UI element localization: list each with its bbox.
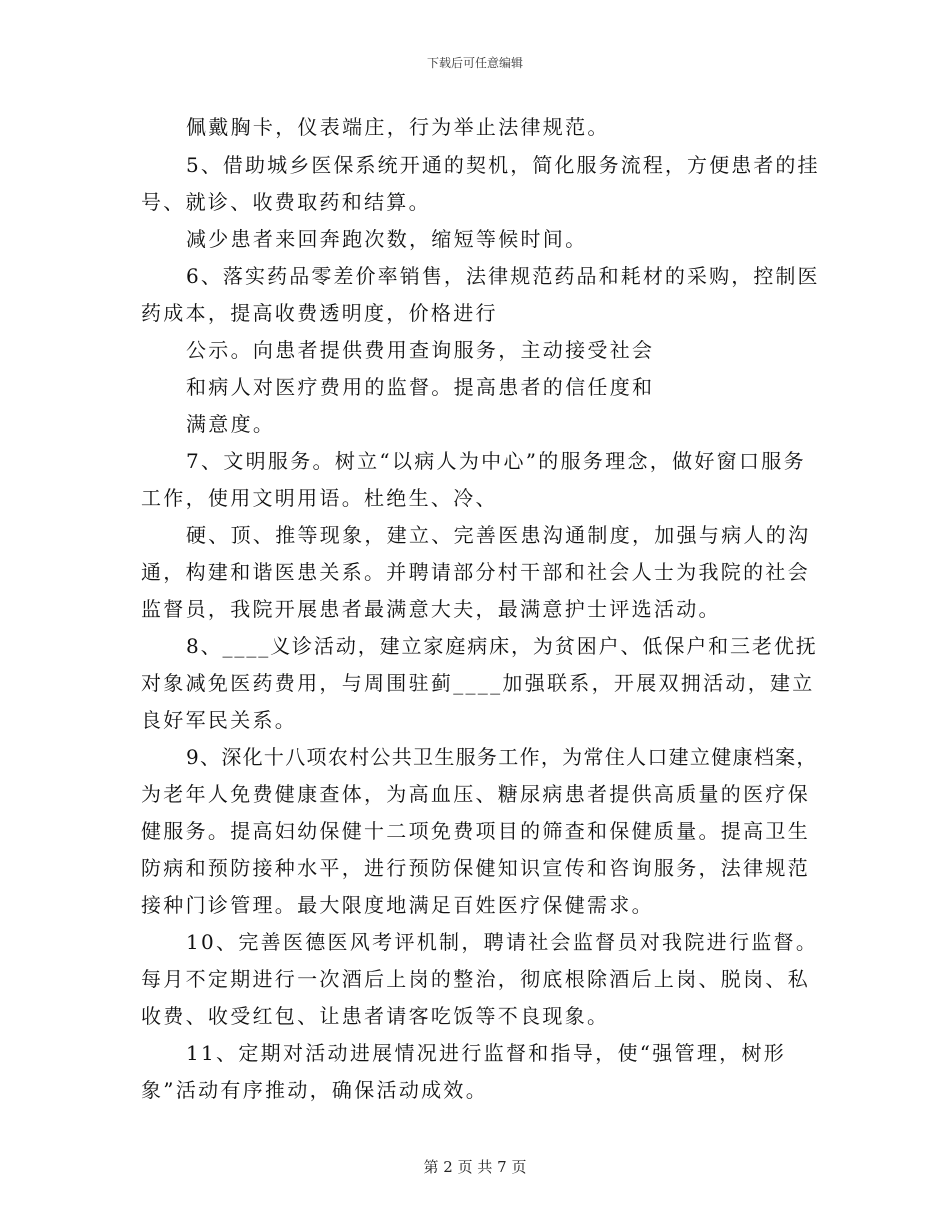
text-line: 10、完善医德医风考评机制，聘请社会监督员对我院进行监督。 — [186, 930, 819, 954]
text-line: 8、____义诊活动，建立家庭病床，为贫困户、低保户和三老优抚 — [186, 634, 818, 658]
text-line: 药成本，提高收费透明度，价格进行 — [141, 301, 498, 325]
text-line: 和病人对医疗费用的监督。提高患者的信任度和 — [186, 375, 655, 399]
text-line: 通，构建和谐医患关系。并聘请部分村干部和社会人士为我院的社会 — [141, 560, 810, 584]
text-line: 收费、收受红包、让患者请客吃饭等不良现象。 — [141, 1004, 610, 1028]
text-line: 5、借助城乡医保系统开通的契机，简化服务流程，方便患者的挂 — [186, 153, 820, 177]
header-note: 下载后可任意编辑 — [426, 56, 523, 70]
text-line: 象”活动有序推动，确保活动成效。 — [141, 1078, 489, 1102]
text-line: 监督员，我院开展患者最满意大夫，最满意护士评选活动。 — [141, 597, 721, 621]
text-line: 公示。向患者提供费用查询服务，主动接受社会 — [186, 338, 655, 362]
text-line: 佩戴胸卡，仪表端庄，行为举止法律规范。 — [186, 115, 610, 139]
text-line: 减少患者来回奔跑次数，缩短等候时间。 — [186, 227, 588, 251]
text-line: 9、深化十八项农村公共卫生服务工作，为常住人口建立健康档案， — [186, 745, 818, 769]
text-line: 号、就诊、收费取药和结算。 — [141, 190, 431, 214]
text-line: 健服务。提高妇幼保健十二项免费项目的筛查和保健质量。提高卫生 — [141, 819, 810, 843]
text-line: 防病和预防接种水平，进行预防保健知识宣传和咨询服务，法律规范 — [141, 856, 810, 880]
text-line: 对象减免医药费用，与周围驻蓟____加强联系，开展双拥活动，建立 — [141, 671, 815, 695]
text-line: 工作，使用文明用语。杜绝生、冷、 — [141, 486, 498, 510]
text-line: 良好军民关系。 — [141, 708, 298, 732]
text-line: 硬、顶、推等现象，建立、完善医患沟通制度，加强与病人的沟 — [186, 523, 811, 547]
text-line: 为老年人免费健康查体，为高血压、糖尿病患者提供高质量的医疗保 — [141, 782, 810, 806]
text-line: 6、落实药品零差价率销售，法律规范药品和耗材的采购，控制医 — [186, 264, 820, 288]
text-line: 接种门诊管理。最大限度地满足百姓医疗保健需求。 — [141, 893, 654, 917]
text-line: 11、定期对活动进展情况进行监督和指导，使“强管理，树形 — [186, 1041, 787, 1065]
text-line: 满意度。 — [186, 412, 276, 436]
page-number: 第 2 页 共 7 页 — [423, 1158, 527, 1176]
text-line: 7、文明服务。树立“以病人为中心”的服务理念，做好窗口服务 — [186, 449, 806, 473]
text-line: 每月不定期进行一次酒后上岗的整治，彻底根除酒后上岗、脱岗、私 — [141, 967, 810, 991]
